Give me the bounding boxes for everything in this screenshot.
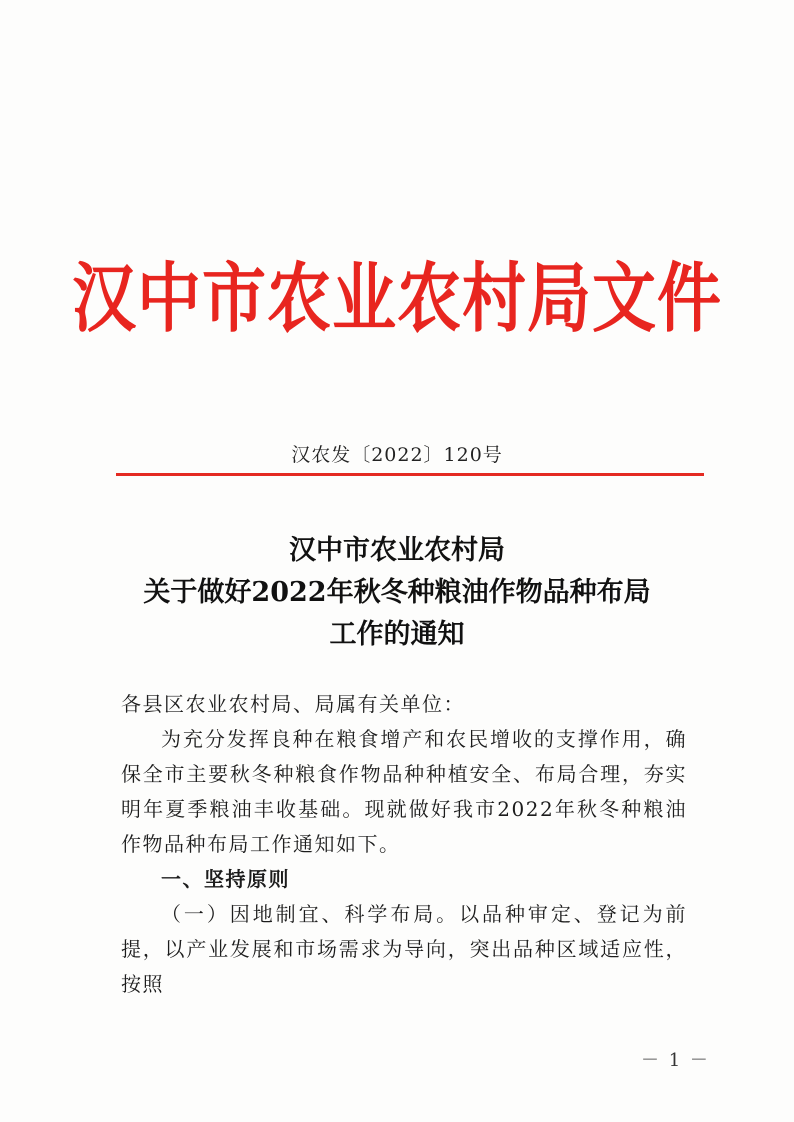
page-number: － 1 －	[641, 1050, 710, 1071]
notice-title-line-2: 关于做好2022年秋冬种粮油作物品种布局	[143, 577, 651, 608]
notice-title-line-1: 汉中市农业农村局	[289, 535, 505, 566]
document-body	[121, 687, 687, 1002]
notice-title	[0, 530, 794, 656]
intro-paragraph: 为充分发挥良种在粮食增产和农民增收的支撑作用，确保全市主要秋冬种粮食作物品种种植安全、布局合理，夯实明年夏季粮油丰收基础。现就做好我市2022年秋冬种粮油作物品种布局工作通知如下。	[121, 727, 687, 856]
notice-title-line-3: 工作的通知	[329, 619, 465, 650]
salutation: 各县区农业农村局、局属有关单位：	[121, 692, 465, 716]
document-header-title: 汉中市农业农村局文件	[72, 256, 722, 344]
principle-paragraph-1: （一）因地制宜、科学布局。以品种审定、登记为前提，以产业发展和市场需求为导向，突出品种区域适应性，按照	[121, 902, 687, 996]
red-divider-line	[116, 473, 704, 476]
section-heading-principles: 一、坚持原则	[161, 867, 290, 891]
document-number: 汉农发〔2022〕120号	[291, 444, 503, 466]
